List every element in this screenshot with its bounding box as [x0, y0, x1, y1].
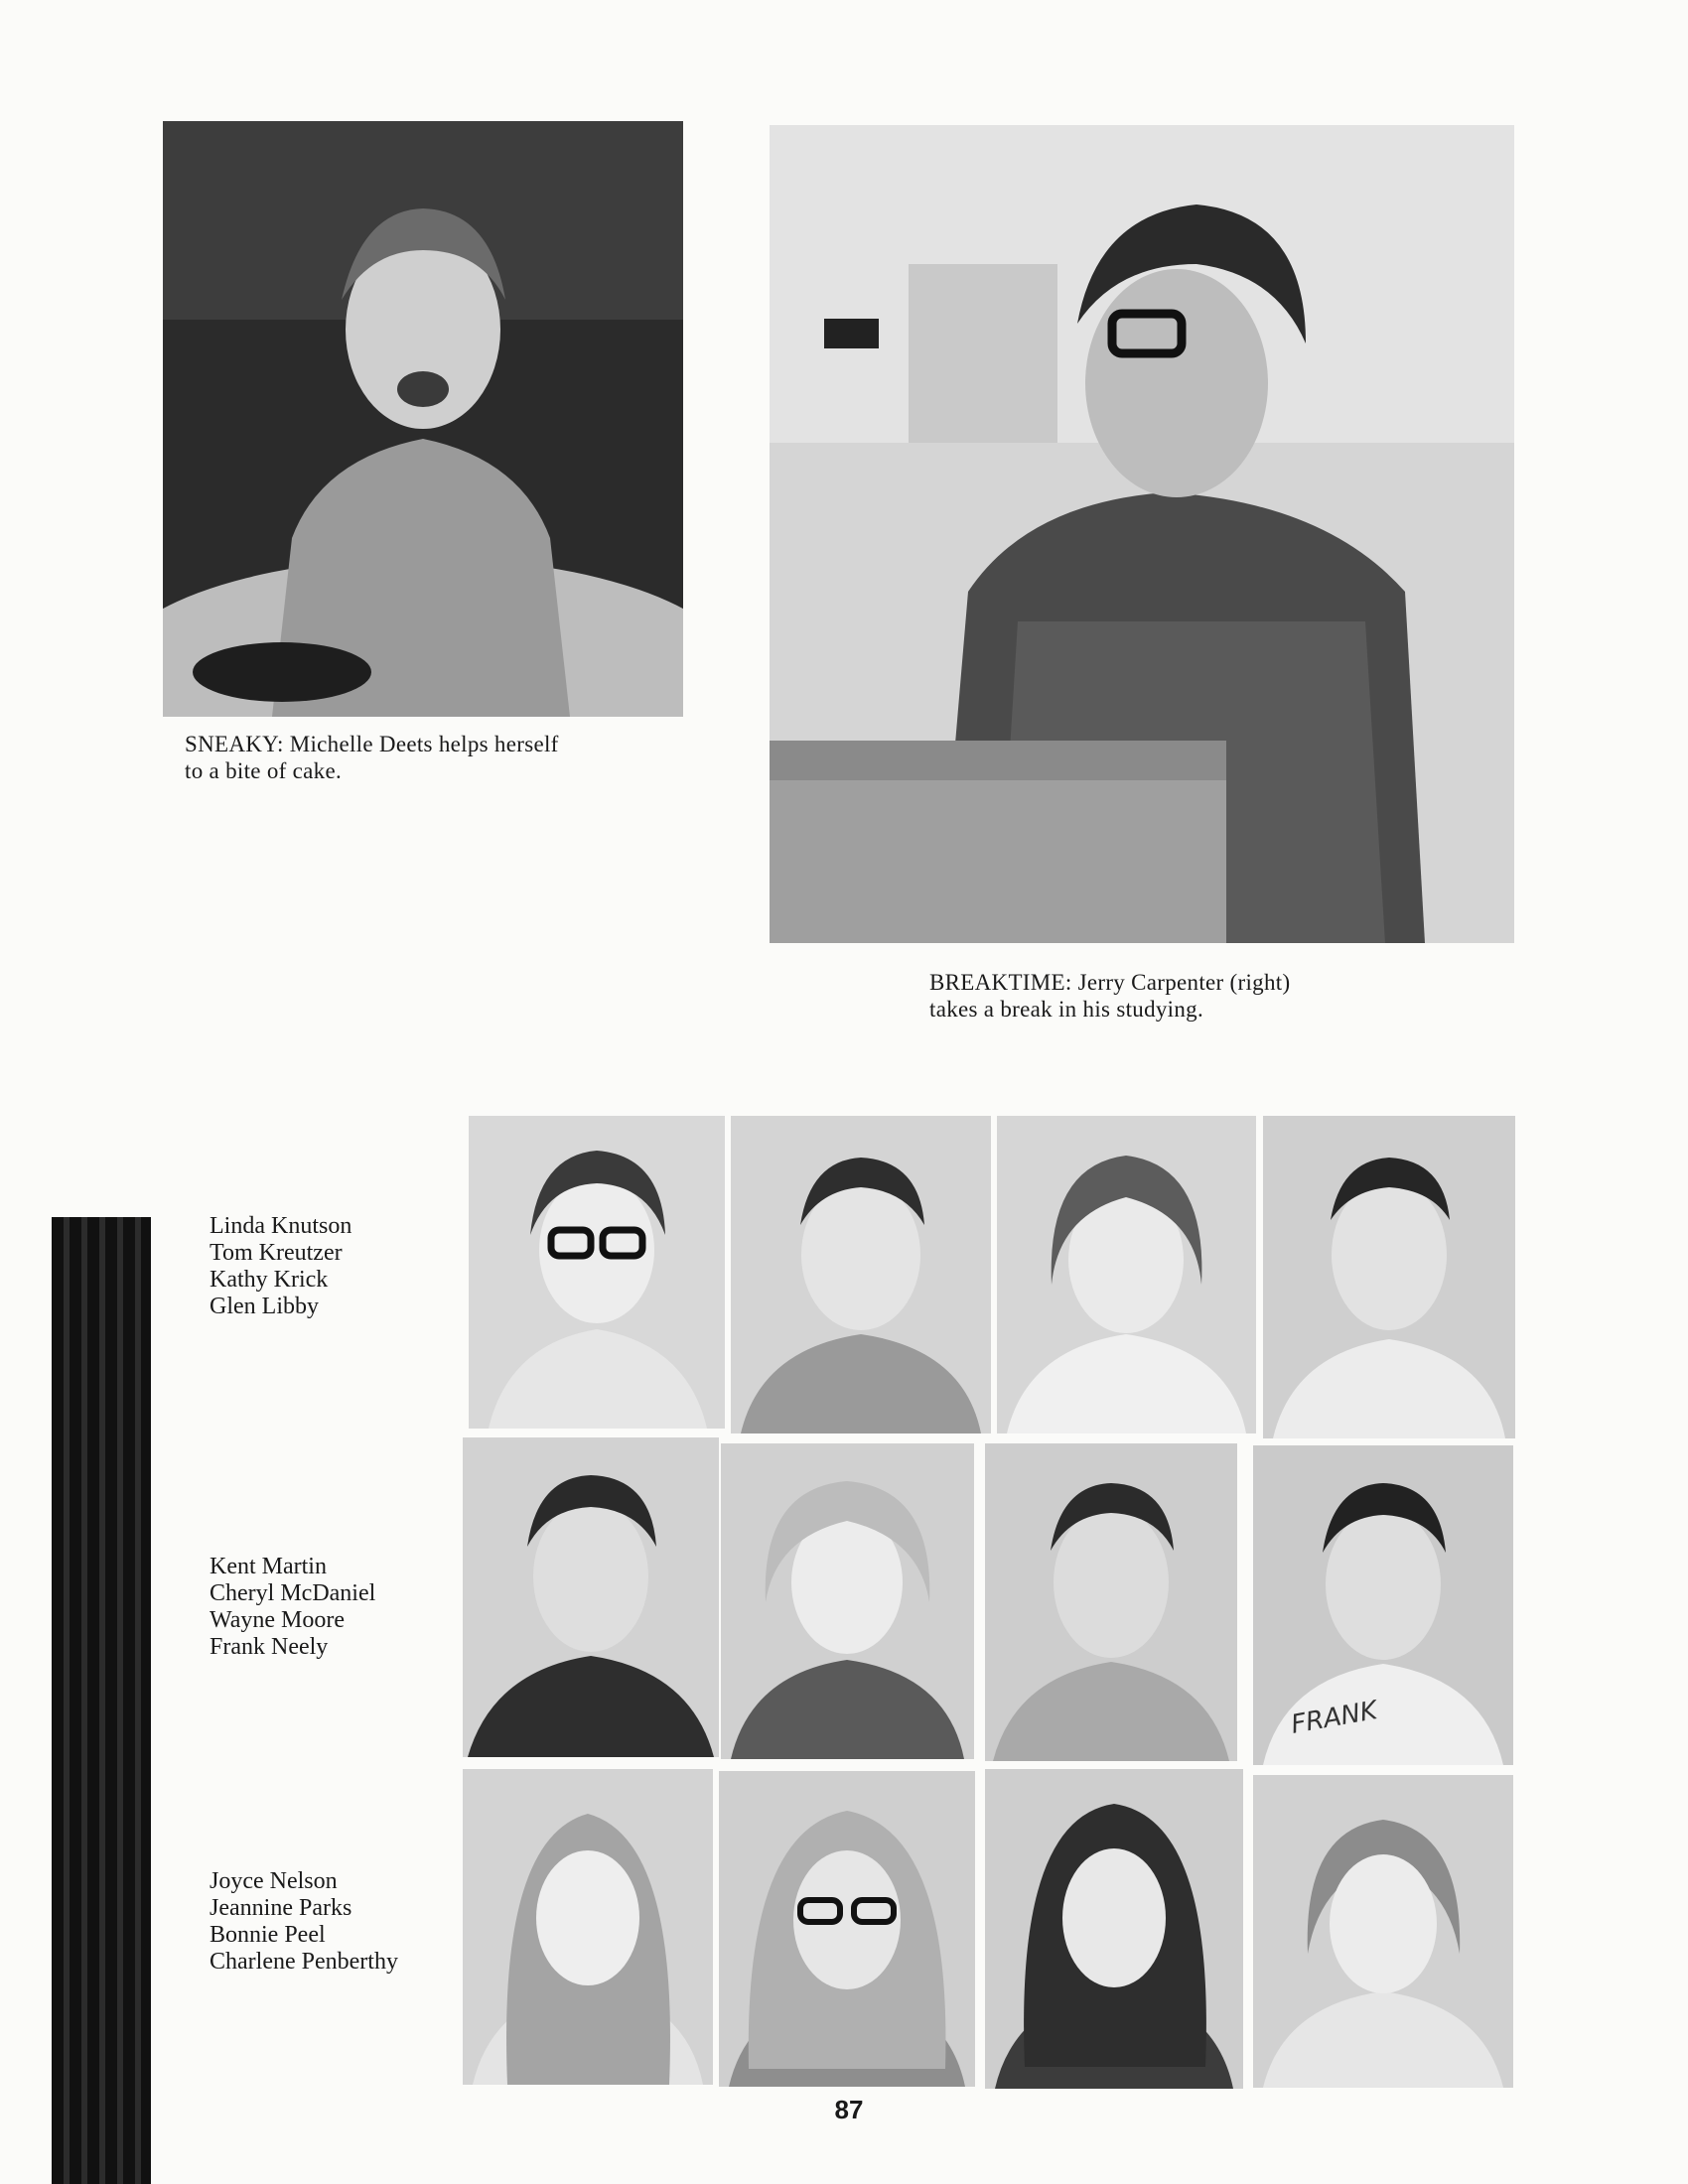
portrait-bonnie-peel	[985, 1769, 1243, 2089]
name-list-row-2	[210, 1554, 375, 1661]
portrait-tom-kreutzer	[731, 1116, 991, 1433]
student-name: Linda Knutson	[210, 1213, 352, 1239]
student-name: Cheryl McDaniel	[210, 1580, 376, 1606]
portrait-glen-libby	[1263, 1116, 1515, 1438]
page-number: 87	[834, 2095, 864, 2124]
student-name: Wayne Moore	[210, 1607, 346, 1633]
caption-line: takes a break in his studying.	[929, 997, 1204, 1022]
student-name: Tom Kreutzer	[210, 1240, 343, 1266]
portrait-jeannine-parks	[719, 1771, 975, 2087]
portrait-linda-knutson	[469, 1116, 725, 1429]
portrait-joyce-nelson	[463, 1769, 713, 2085]
caption-line: to a bite of cake.	[185, 758, 343, 783]
student-name: Charlene Penberthy	[210, 1949, 398, 1975]
photo-sneaky	[163, 121, 683, 717]
portrait-frank-neely	[1253, 1445, 1513, 1765]
adjacent-page-strip	[52, 1217, 151, 2184]
portrait-kathy-krick	[997, 1116, 1256, 1433]
student-name: Jeannine Parks	[210, 1895, 352, 1921]
student-name: Joyce Nelson	[210, 1868, 338, 1894]
portrait-kent-martin	[463, 1437, 719, 1757]
caption-sneaky	[185, 731, 559, 784]
caption-line: BREAKTIME: Jerry Carpenter (right)	[929, 970, 1291, 995]
portrait-charlene-penberthy	[1253, 1775, 1513, 2088]
name-list-row-1	[210, 1213, 352, 1320]
name-list-row-3	[210, 1868, 398, 1976]
caption-line: SNEAKY: Michelle Deets helps herself	[185, 732, 559, 756]
handwritten-signature: FRANK	[1289, 1696, 1380, 1740]
student-name: Kathy Krick	[210, 1267, 329, 1293]
student-name: Kent Martin	[210, 1554, 327, 1579]
student-name: Frank Neely	[210, 1634, 329, 1660]
caption-breaktime	[929, 969, 1290, 1023]
photo-breaktime	[770, 125, 1514, 943]
student-name: Bonnie Peel	[210, 1922, 326, 1948]
portrait-cheryl-mcdaniel	[721, 1443, 974, 1759]
portrait-wayne-moore	[985, 1443, 1237, 1761]
student-name: Glen Libby	[210, 1294, 319, 1319]
